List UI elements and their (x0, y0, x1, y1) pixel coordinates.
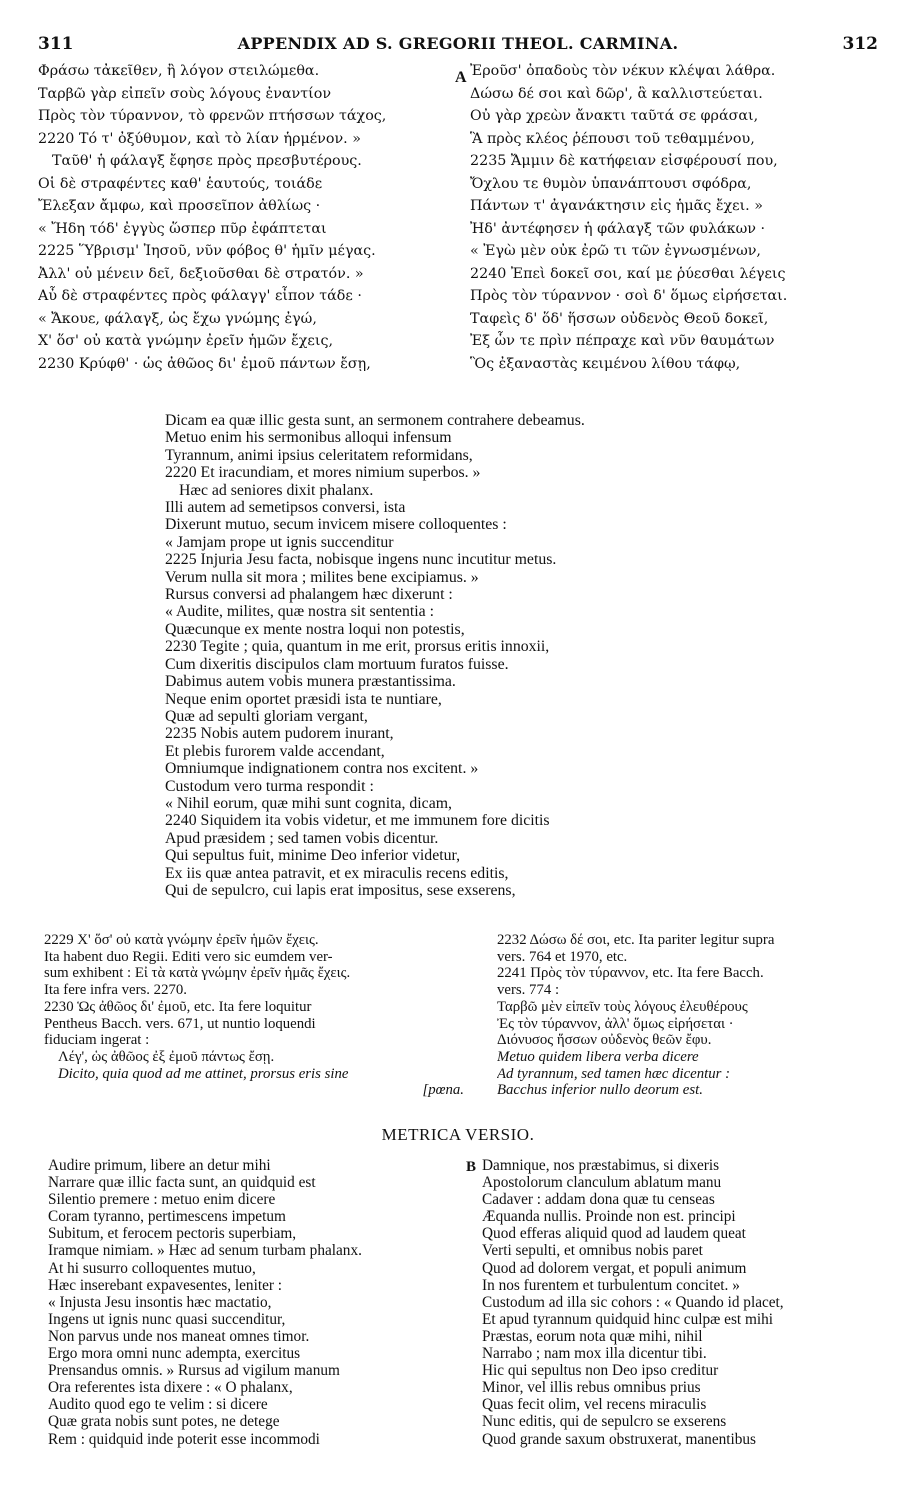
footnote-line: Dicito, quia quod ad me attinet, prorsus eris sine (58, 1065, 349, 1082)
footnote-line: Bacchus inferior nullo deorum est. (497, 1082, 703, 1099)
footnotes-right-column (497, 932, 897, 1099)
verse-line: Præstas, eorum nota quæ mihi, nihil (482, 1327, 703, 1345)
greek-line: Οὐ γὰρ χρεὼν ἄνακτι ταῦτά σε φράσαι, (470, 108, 759, 124)
greek-line: 2230 Κρύφθ' · ὡς ἀθῶος δι' ἐμοῦ πάντων ἔσῃ, (38, 355, 371, 372)
verse-line: Quod ad dolorem vergat, et populi animum (482, 1259, 747, 1277)
footnote-line: sum exhibent : Εἰ τὰ κατὰ γνώμην ἐρεῖν ἡμᾶς ἔχεις. (44, 965, 351, 982)
verse-line: Nunc editis, qui de sepulcro se exserens (482, 1413, 727, 1431)
verse-line: Narrare quæ illic facta sunt, an quidquid est (48, 1174, 316, 1192)
footnote-line: Λέγ', ὡς ἀθῶος ἐξ ἐμοῦ πάντως ἔσῃ. (58, 1048, 275, 1065)
verse-line: Audire primum, libere an detur mihi (48, 1157, 271, 1174)
translation-line: Metuo enim his sermonibus alloqui infensum (165, 429, 452, 447)
translation-line: Custodum vero turma respondit : (165, 777, 374, 795)
verse-line: Prensandus omnis. » Rursus ad vigilum manum (48, 1362, 340, 1380)
verse-line: Damnique, nos præstabimus, si dixeris (482, 1157, 720, 1174)
greek-line: 2240 Ἐπεὶ δοκεῖ σοι, καί με ῥύεσθαι λέγεις (470, 265, 786, 282)
verse-line: Quas fecit olim, vel recens miraculis (482, 1396, 707, 1414)
translation-line: 2225 Injuria Jesu facta, nobisque ingens nunc incutitur metus. (165, 551, 557, 569)
metrica-versio-heading: METRICA VERSIO. (381, 1125, 535, 1144)
greek-line: « Ἐγὼ μὲν οὐκ ἐρῶ τι τῶν ἐγνωσμένων, (470, 243, 761, 259)
footnote-line: Pentheus Bacch. vers. 671, ut nuntio loquendi (44, 1015, 316, 1032)
translation-line: Et plebis furorem valde accendant, (165, 742, 385, 760)
greek-line: Ἠδ' ἀντέφησεν ἡ φάλαγξ τῶν φυλάκων · (470, 220, 766, 237)
translation-line: Verum nulla sit mora ; milites bene excipiamus. » (165, 568, 479, 586)
translation-line: Neque enim oportet præsidi ista te nuntiare, (165, 690, 442, 708)
page-number-right: 312 (842, 34, 878, 54)
footnote-line: Ad tyrannum, sed tamen hæc dicentur : (497, 1065, 731, 1082)
verse-line: Cadaver : addam dona quæ tu censeas (482, 1191, 715, 1209)
running-title: APPENDIX AD S. GREGORII THEOL. CARMINA. (237, 34, 679, 53)
greek-line: Δώσω δέ σοι καὶ δῶρ', ἃ καλλιστεύεται. (470, 85, 763, 102)
greek-line: Ἔλεξαν ἄμφω, καὶ προσεῖπον ἀθλίως · (38, 198, 321, 214)
greek-line: Οἱ δὲ στραφέντες καθ' ἑαυτούς, τοιάδε (38, 175, 323, 192)
translation-line: Omniumque indignationem contra nos excitent. » (165, 760, 479, 778)
translation-line: 2220 Et iracundiam, et mores nimium superbos. » (165, 464, 481, 482)
verse-line: Audito quod ego te velim : si dicere (48, 1396, 268, 1414)
translation-line: Qui de sepulcro, cui lapis erat impositus, sese exserens, (165, 881, 516, 899)
verse-line: Non parvus unde nos maneat omnes timor. (48, 1327, 310, 1345)
translation-line: Cum dixeritis discipulos clam mortuum furatos fuisse. (165, 655, 509, 673)
footnote-line: Ita fere infra vers. 2270. (44, 982, 187, 999)
greek-line: Πάντων τ' ἀγανάκτησιν εἰς ἡμᾶς ἔχει. » (470, 198, 764, 214)
verse-line: Et apud tyrannum quidquid hinc culpæ est mihi (482, 1310, 774, 1328)
metrical-version-right-column (482, 1157, 902, 1448)
translation-line: Rursus conversi ad phalangem hæc dixerunt : (165, 586, 453, 604)
column-marker-a: A (455, 69, 467, 86)
verse-line: « Injusta Jesu insontis hæc mactatio, (48, 1293, 272, 1311)
verse-line: Quod grande saxum obstruxerat, manentibus (482, 1430, 757, 1448)
footnote-line: 2241 Πρὸς τὸν τύραννον, etc. Ita fere Bacch. (497, 965, 764, 982)
verse-line: Hæc inserebant expavesentes, leniter : (48, 1276, 283, 1294)
verse-line: Coram tyranno, pertimescens impetum (48, 1208, 286, 1226)
footnote-line: Διόνυσος ἥσσων οὐδενὸς θεῶν ἔφυ. (497, 1032, 712, 1049)
greek-line: « Ἄκουε, φάλαγξ, ὡς ἔχω γνώμης ἐγώ, (38, 310, 317, 327)
verse-line: In nos furentem et turbulentum concitet. » (482, 1276, 740, 1294)
translation-line: Apud præsidem ; sed tamen vobis dicentur. (165, 829, 439, 847)
footnotes-left-column (44, 932, 464, 1099)
footnote-line: Ταρβῶ μὲν εἰπεῖν τοὺς λόγους ἐλευθέρους (497, 998, 748, 1015)
verse-line: Quod efferas aliquid quod ad laudem queat (482, 1225, 746, 1243)
verse-line: Ingens ut ignis nunc quasi succenditur, (48, 1310, 286, 1328)
translation-line: Quæcunque ex mente nostra loqui non potestis, (165, 620, 465, 638)
greek-line: Αὖ δὲ στραφέντες πρὸς φάλαγγ' εἶπον τάδε · (38, 288, 362, 304)
footnote-line: 2230 Ὡς ἀθῶος δι' ἐμοῦ, etc. Ita fere loquitur (44, 998, 312, 1015)
column-marker-b: B (466, 1159, 477, 1175)
greek-line: Πρὸς τὸν τύραννον, τὸ φρενῶν πτήσσων τάχος, (38, 108, 387, 124)
metrical-version-left-column (48, 1157, 468, 1448)
verse-line: Subitum, et ferocem pectoris superbiam, (48, 1225, 297, 1243)
translation-line: Ex iis quæ antea patravit, et ex miraculis recens editis, (165, 864, 509, 882)
footnote-line: fiduciam ingerat : (44, 1032, 150, 1049)
verse-line: Hic qui sepultus non Deo ipso creditur (482, 1362, 719, 1380)
greek-line: Πρὸς τὸν τύραννον · σοὶ δ' ὅμως εἰρήσεται. (470, 288, 788, 304)
footnote-line: Ita habent duo Regii. Editi vero sic eumdem ver- (44, 948, 333, 965)
footnote-line: 2232 Δώσω δέ σοι, etc. Ita pariter legitur supra (497, 932, 775, 948)
footnote-line: Ἐς τὸν τύραννον, ἀλλ' ὅμως εἰρήσεται · (497, 1015, 734, 1032)
verse-line: Custodum ad illa sic cohors : « Quando id placet, (482, 1293, 784, 1311)
translation-line: Dicam ea quæ illic gesta sunt, an sermonem contrahere debeamus. (165, 412, 585, 429)
translation-line: Qui sepultus fuit, minime Deo inferior videtur, (165, 847, 461, 865)
translation-line: 2235 Nobis autem pudorem inurant, (165, 725, 394, 743)
verse-line: Quæ grata nobis sunt potes, ne detege (48, 1413, 280, 1431)
greek-line: Ταῦθ' ἡ φάλαγξ ἔφησε πρὸς πρεσβυτέρους. (52, 153, 362, 169)
greek-line: « Ἤδη τόδ' ἐγγὺς ὥσπερ πῦρ ἐφάπτεται (38, 220, 327, 237)
running-header (38, 34, 878, 54)
greek-line: Φράσω τἀκεῖθεν, ἢ λόγον στειλώμεθα. (38, 63, 320, 79)
verse-line: Minor, vel illis rebus omnibus prius (482, 1379, 701, 1397)
greek-text-left-column (38, 60, 450, 375)
greek-line: Ἃ πρὸς κλέος ῥέπουσι τοῦ τεθαμμένου, (470, 130, 755, 147)
verse-line: Silentio premere : metuo enim dicere (48, 1191, 276, 1209)
verse-line: Iramque nimiam. » Hæc ad senum turbam phalanx. (48, 1242, 362, 1260)
greek-line: 2235 Ἄμμιν δὲ κατήφειαν εἰσφέρουσί που, (470, 153, 778, 169)
greek-text-right-column (470, 60, 882, 375)
greek-line: Ἀλλ' οὐ μένειν δεῖ, δεξιοῦσθαι δὲ στρατόν. » (38, 265, 364, 282)
verse-line: Ergo mora omni nunc adempta, exercitus (48, 1345, 301, 1363)
footnote-line: [pœna. (422, 1082, 464, 1099)
greek-line: 2225 Ὕβρισμ' Ἰησοῦ, νῦν φόβος θ' ἡμῖν μέγας. (38, 243, 376, 259)
greek-line: Ταρβῶ γὰρ εἰπεῖν σοὺς λόγους ἐναντίον (38, 85, 332, 102)
verse-line: Ora referentes ista dixere : « O phalanx, (48, 1379, 293, 1397)
footnote-line: Metuo quidem libera verba dicere (497, 1048, 699, 1065)
greek-line: Ταφεὶς δ' ὅδ' ἥσσων οὐδενὸς Θεοῦ δοκεῖ, (470, 310, 769, 327)
greek-line: Ὄχλου τε θυμὸν ὑπανάπτουσι σφόδρα, (470, 175, 752, 192)
verse-line: Verti sepulti, et omnibus nobis paret (482, 1242, 703, 1260)
greek-line: Ἐξ ὧν τε πρὶν πέπραχε καὶ νῦν θαυμάτων (470, 333, 775, 349)
verse-line: Rem : quidquid inde poterit esse incommodi (48, 1430, 320, 1448)
translation-line: Dabimus autem vobis munera præstantissima. (165, 673, 456, 691)
page-number-left: 311 (38, 34, 74, 54)
latin-translation-block (165, 412, 725, 899)
greek-line: Ὃς ἐξαναστὰς κειμένου λίθου τάφῳ, (470, 355, 741, 372)
footnote-line: vers. 774 : (497, 982, 560, 999)
translation-line: « Jamjam prope ut ignis succenditur (165, 533, 394, 551)
greek-line: Ἐροῦσ' ὀπαδοὺς τὸν νέκυν κλέψαι λάθρα. (470, 63, 776, 79)
translation-line: « Audite, milites, quæ nostra sit sententia : (165, 603, 434, 621)
verse-line: Æquanda nullis. Proinde non est. principi (482, 1208, 736, 1226)
translation-line: Hæc ad seniores dixit phalanx. (179, 481, 374, 499)
translation-line: 2240 Siquidem ita vobis videtur, et me immunem fore dicitis (165, 812, 550, 830)
footnote-line: vers. 764 et 1970, etc. (497, 948, 628, 965)
footnote-line: 2229 Χ' ὅσ' οὐ κατὰ γνώμην ἐρεῖν ἡμῶν ἔχεις. (44, 932, 319, 948)
verse-line: Narrabo ; nam mox illa dicentur tibi. (482, 1345, 707, 1363)
verse-line: At hi susurro colloquentes mutuo, (48, 1259, 256, 1277)
verse-line: Apostolorum clanculum ablatum manu (482, 1174, 722, 1192)
translation-line: Dixerunt mutuo, secum invicem misere colloquentes : (165, 516, 507, 534)
greek-line: 2220 Τό τ' ὀξύθυμον, καὶ τὸ λίαν ἡρμένον. » (38, 130, 362, 147)
translation-line: Illi autem ad semetipsos conversi, ista (165, 499, 406, 517)
greek-line: Χ' ὅσ' οὐ κατὰ γνώμην ἐρεῖν ἡμῶν ἔχεις, (38, 333, 333, 349)
translation-line: 2230 Tegite ; quia, quantum in me erit, prorsus eritis innoxii, (165, 638, 550, 656)
translation-line: Tyrannum, animi ipsius celeritatem reformidans, (165, 446, 473, 464)
translation-line: Quæ ad sepulti gloriam vergant, (165, 707, 368, 725)
translation-line: « Nihil eorum, quæ mihi sunt cognita, dicam, (165, 794, 452, 812)
